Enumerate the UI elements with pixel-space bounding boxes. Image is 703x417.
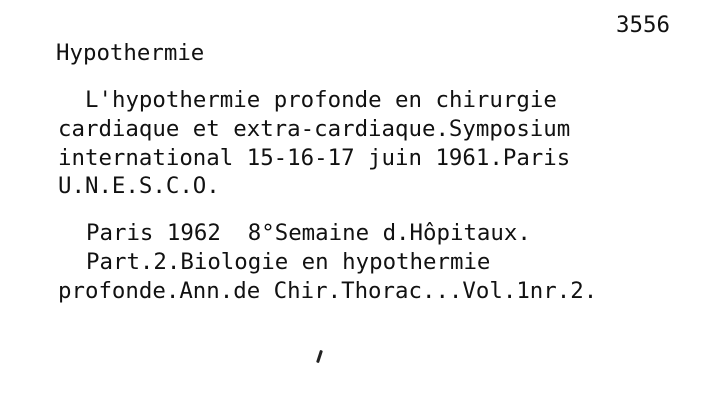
subject-heading: Hypothermie <box>56 40 205 66</box>
publication-line: Paris 1962 8°Semaine d.Hôpitaux. <box>86 220 531 246</box>
title-line: international 15-16-17 juin 1961.Paris <box>58 145 571 171</box>
title-line: L'hypothermie profonde en chirurgie <box>85 87 557 113</box>
title-line: U.N.E.S.C.O. <box>58 173 220 199</box>
ink-mark <box>316 350 323 363</box>
card-number: 3556 <box>616 12 670 38</box>
publication-line: Part.2.Biologie en hypothermie <box>86 249 491 275</box>
title-line: cardiaque et extra-cardiaque.Symposium <box>58 116 571 142</box>
publication-line: profonde.Ann.de Chir.Thorac...Vol.1nr.2. <box>58 278 598 304</box>
